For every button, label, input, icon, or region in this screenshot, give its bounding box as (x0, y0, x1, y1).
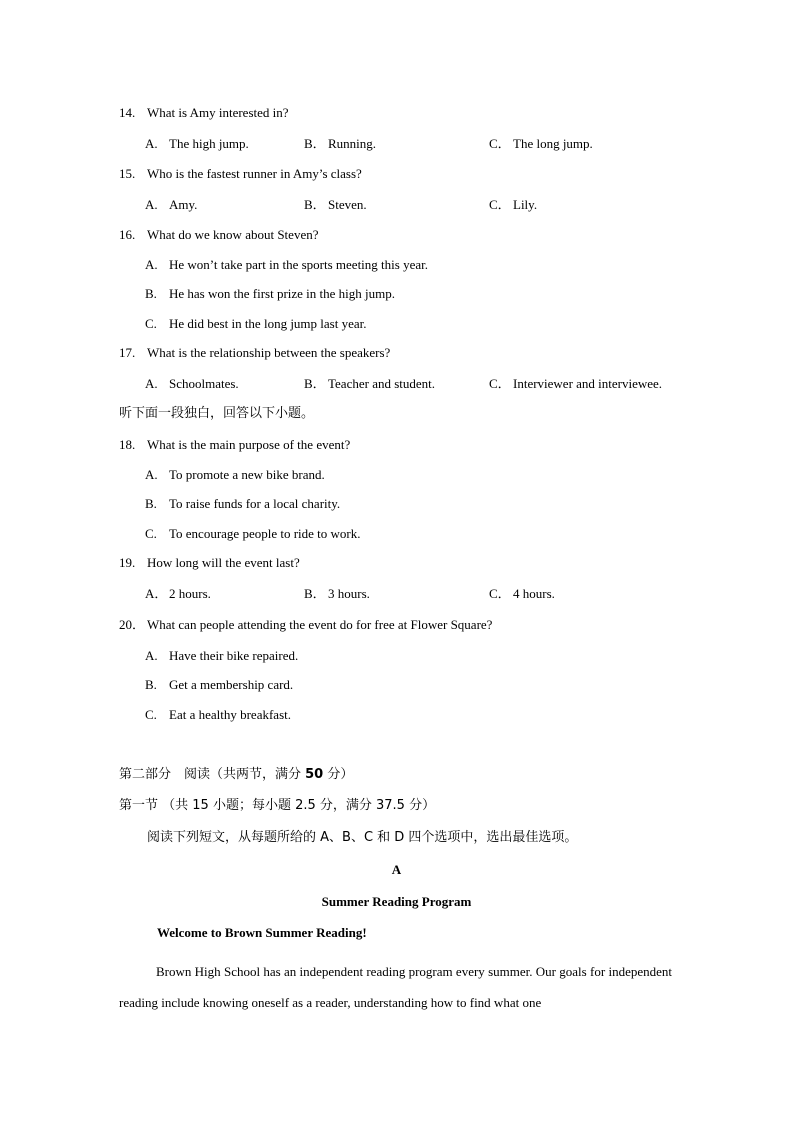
option-a: A. Have their bike repaired. (145, 648, 299, 663)
passage-body: Brown High School has an independent reading program every summer. Our goals for independent reading include knowing oneself as a reader, understanding how to find what one (119, 964, 672, 1010)
option-c: C． Interviewer and interviewee. (489, 376, 663, 391)
question-number: 15. (119, 166, 136, 181)
option-b: B. To raise funds for a local charity. (145, 496, 341, 511)
question-number: 16. (119, 227, 136, 242)
question-text: How long will the event last? (147, 555, 300, 570)
question-text: What can people attending the event do for free at Flower Square? (147, 617, 493, 632)
option-c: C. Eat a healthy breakfast. (145, 707, 291, 722)
question-text: What do we know about Steven? (147, 227, 319, 242)
listening-instruction: 听下面一段独白，回答以下小题。 (119, 406, 315, 421)
question-18 (119, 437, 350, 453)
question-number: 20． (119, 617, 146, 632)
question-number: 19. (119, 555, 136, 570)
option-b: B． Steven. (304, 197, 367, 212)
question-19 (119, 555, 300, 571)
question-text: What is the main purpose of the event? (147, 437, 351, 452)
question-14 (119, 105, 289, 121)
question-text: Who is the fastest runner in Amy’s class? (147, 166, 362, 181)
option-b: B． Running. (304, 136, 377, 151)
passage-title: Summer Reading Program (321, 894, 472, 909)
question-number: 18. (119, 437, 136, 452)
passage-label: A (391, 862, 402, 877)
option-b: B. Get a membership card. (145, 677, 294, 692)
question-text: What is the relationship between the speakers? (147, 345, 391, 360)
question-16 (119, 227, 318, 243)
option-c: C. To encourage people to ride to work. (145, 526, 361, 541)
option-a: A． 2 hours. (145, 586, 211, 601)
part2-title: 第二部分 阅读（共两节，满分 50 分） (119, 767, 354, 782)
option-c: C． 4 hours. (489, 586, 555, 601)
question-17 (119, 345, 390, 361)
question-number: 14. (119, 105, 136, 120)
question-number: 17. (119, 345, 136, 360)
option-a: A. He won’t take part in the sports meeting this year. (145, 257, 428, 272)
option-c: C. He did best in the long jump last year. (145, 316, 367, 331)
option-b: B． Teacher and student. (304, 376, 436, 391)
option-c: C． The long jump. (489, 136, 593, 151)
question-20 (119, 617, 492, 633)
passage-subtitle: Welcome to Brown Summer Reading! (157, 925, 367, 940)
question-text: What is Amy interested in? (147, 105, 289, 120)
option-a: A. The high jump. (145, 136, 249, 151)
question-15 (119, 166, 362, 182)
option-b: B. He has won the first prize in the high jump. (145, 286, 396, 301)
option-b: B． 3 hours. (304, 586, 370, 601)
option-a: A. To promote a new bike brand. (145, 467, 325, 482)
section1-title: 第一节 （共 15 小题；每小题 2.5 分，满分 37.5 分） (119, 798, 436, 813)
option-a: A. Amy. (145, 197, 198, 212)
option-a: A. Schoolmates. (145, 376, 239, 391)
option-c: C． Lily. (489, 197, 538, 212)
reading-instruction: 阅读下列短文，从每题所给的 A、B、C 和 D 四个选项中，选出最佳选项。 (147, 830, 578, 845)
